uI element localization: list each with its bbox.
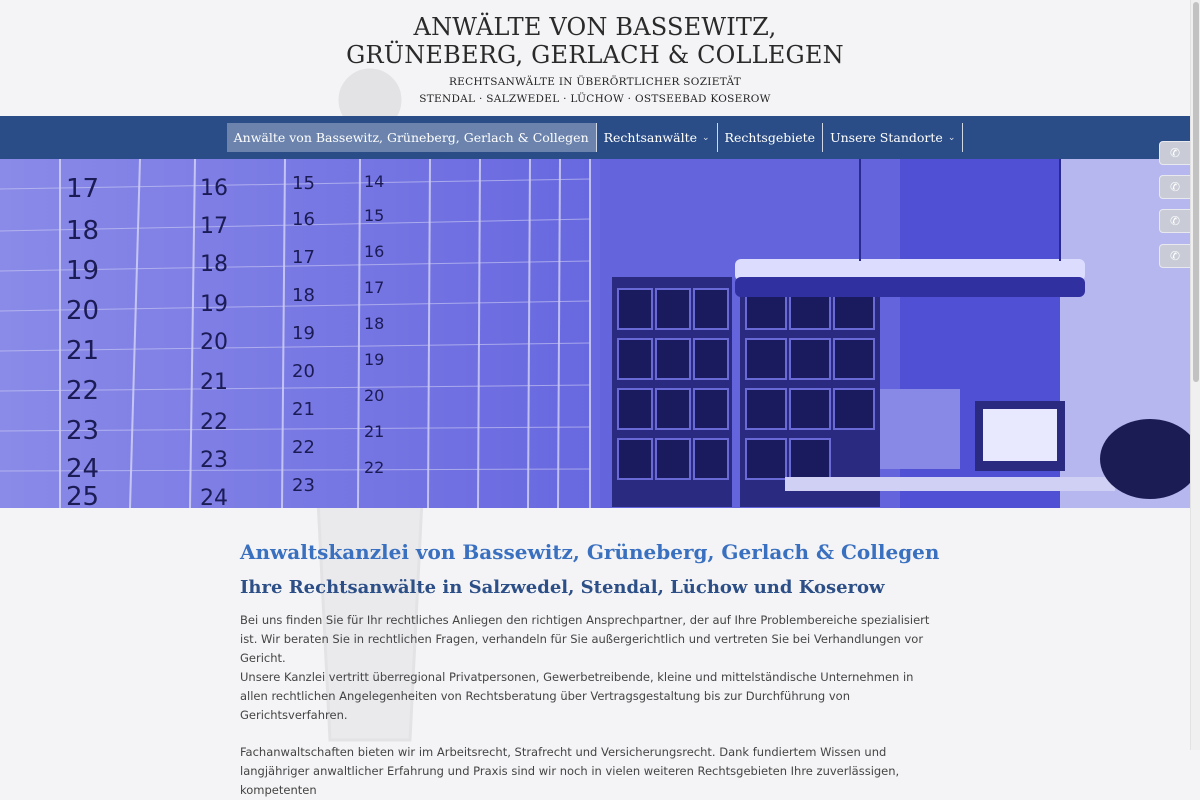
svg-text:18: 18	[292, 285, 315, 306]
svg-text:18: 18	[200, 252, 228, 277]
nav-item-label: Rechtsanwälte	[603, 130, 697, 145]
hero-office-photo	[0, 159, 1190, 512]
page-heading: Anwaltskanzlei von Bassewitz, Grüneberg, Gerlach & Collegen	[240, 540, 940, 564]
intro-paragraph-3: Fachanwaltschaften bieten wir im Arbeitsrecht, Strafrecht und Versicherungsrecht. Dank fundiertem Wissen und langjähriger anwaltlicher Erfahrung und Praxis sind wir noch in vielen weiteren Rechtsgebieten Ihre zuverlässigen, kompetenten	[240, 745, 900, 797]
svg-text:24: 24	[200, 486, 228, 511]
phone-icon: ✆	[1169, 146, 1181, 160]
svg-text:15: 15	[364, 206, 385, 225]
svg-text:23: 23	[66, 416, 100, 446]
chevron-down-icon: ⌄	[702, 132, 710, 143]
scrollbar-thumb[interactable]	[1193, 2, 1199, 382]
svg-text:22: 22	[364, 458, 385, 477]
svg-text:20: 20	[364, 386, 385, 405]
svg-text:15: 15	[292, 173, 315, 194]
main-navigation	[0, 116, 1190, 159]
svg-text:20: 20	[66, 296, 100, 326]
nav-item-home[interactable]	[227, 123, 597, 152]
svg-text:21: 21	[66, 336, 100, 366]
svg-text:17: 17	[66, 174, 100, 204]
nav-item-standorte[interactable]	[823, 123, 963, 152]
svg-text:23: 23	[292, 475, 315, 496]
svg-text:17: 17	[292, 247, 315, 268]
svg-text:18: 18	[66, 216, 100, 246]
phone-tab-3[interactable]	[1159, 209, 1191, 233]
svg-text:14: 14	[364, 172, 385, 191]
site-header	[0, 0, 1190, 116]
site-title-line1: ANWÄLTE VON BASSEWITZ,	[413, 13, 777, 41]
hero-image	[0, 159, 1190, 512]
svg-text:19: 19	[364, 350, 385, 369]
intro-paragraph-1: Bei uns finden Sie für Ihr rechtliches Anliegen den richtigen Ansprechpartner, der auf Ihre Problembereiche spezialisiert ist. Wir beraten Sie in rechtlichen Fragen, verhandeln für Sie außergerichtlich und vertreten Sie bei Verhandlungen vor Gericht.	[240, 613, 930, 665]
nav-item-rechtsanwaelte[interactable]	[597, 123, 718, 152]
nav-item-label: Unsere Standorte	[830, 130, 943, 145]
svg-text:20: 20	[200, 330, 228, 355]
phone-icon: ✆	[1169, 180, 1181, 194]
page-scrollbar[interactable]	[1190, 0, 1200, 750]
svg-text:21: 21	[200, 370, 228, 395]
nav-item-label: Anwälte von Bassewitz, Grüneberg, Gerlach & Collegen	[233, 130, 589, 145]
svg-text:22: 22	[200, 410, 228, 435]
phone-icon: ✆	[1169, 249, 1181, 263]
svg-text:19: 19	[66, 256, 100, 286]
svg-text:19: 19	[200, 292, 228, 317]
phone-tab-2[interactable]	[1159, 175, 1191, 199]
intro-paragraph-2: Unsere Kanzlei vertritt überregional Privatpersonen, Gewerbetreibende, kleine und mittelständische Unternehmen in allen rechtlichen Angelegenheiten von Rechtsberatung über Vertragsgestaltung bis zur Durchführung von Gerichtsverfahren.	[240, 670, 914, 722]
svg-text:19: 19	[292, 323, 315, 344]
nav-item-rechtsgebiete[interactable]	[718, 123, 824, 152]
nav-item-label: Rechtsgebiete	[724, 130, 816, 145]
svg-text:16: 16	[292, 209, 315, 230]
svg-text:16: 16	[364, 242, 385, 261]
svg-text:24: 24	[66, 454, 100, 484]
svg-text:17: 17	[364, 278, 385, 297]
phone-tab-4[interactable]	[1159, 244, 1191, 268]
svg-text:25: 25	[66, 482, 100, 512]
phone-icon: ✆	[1169, 214, 1181, 228]
site-title-line2: GRÜNEBERG, GERLACH & COLLEGEN	[346, 41, 844, 69]
svg-text:22: 22	[292, 437, 315, 458]
page-subheading: Ihre Rechtsanwälte in Salzwedel, Stendal, Lüchow und Koserow	[240, 577, 885, 598]
svg-text:23: 23	[200, 448, 228, 473]
chevron-down-icon: ⌄	[947, 132, 956, 143]
svg-text:17: 17	[200, 214, 228, 239]
svg-text:22: 22	[66, 376, 100, 406]
svg-text:21: 21	[292, 399, 315, 420]
svg-text:20: 20	[292, 361, 315, 382]
phone-tab-1[interactable]	[1159, 141, 1191, 165]
site-locations: STENDAL · SALZWEDEL · LÜCHOW · OSTSEEBAD KOSEROW	[419, 93, 771, 105]
svg-text:21: 21	[364, 422, 385, 441]
site-subtitle: RECHTSANWÄLTE IN ÜBERÖRTLICHER SOZIETÄT	[448, 76, 742, 88]
svg-text:18: 18	[364, 314, 385, 333]
main-content	[240, 538, 940, 800]
svg-text:16: 16	[200, 176, 228, 201]
